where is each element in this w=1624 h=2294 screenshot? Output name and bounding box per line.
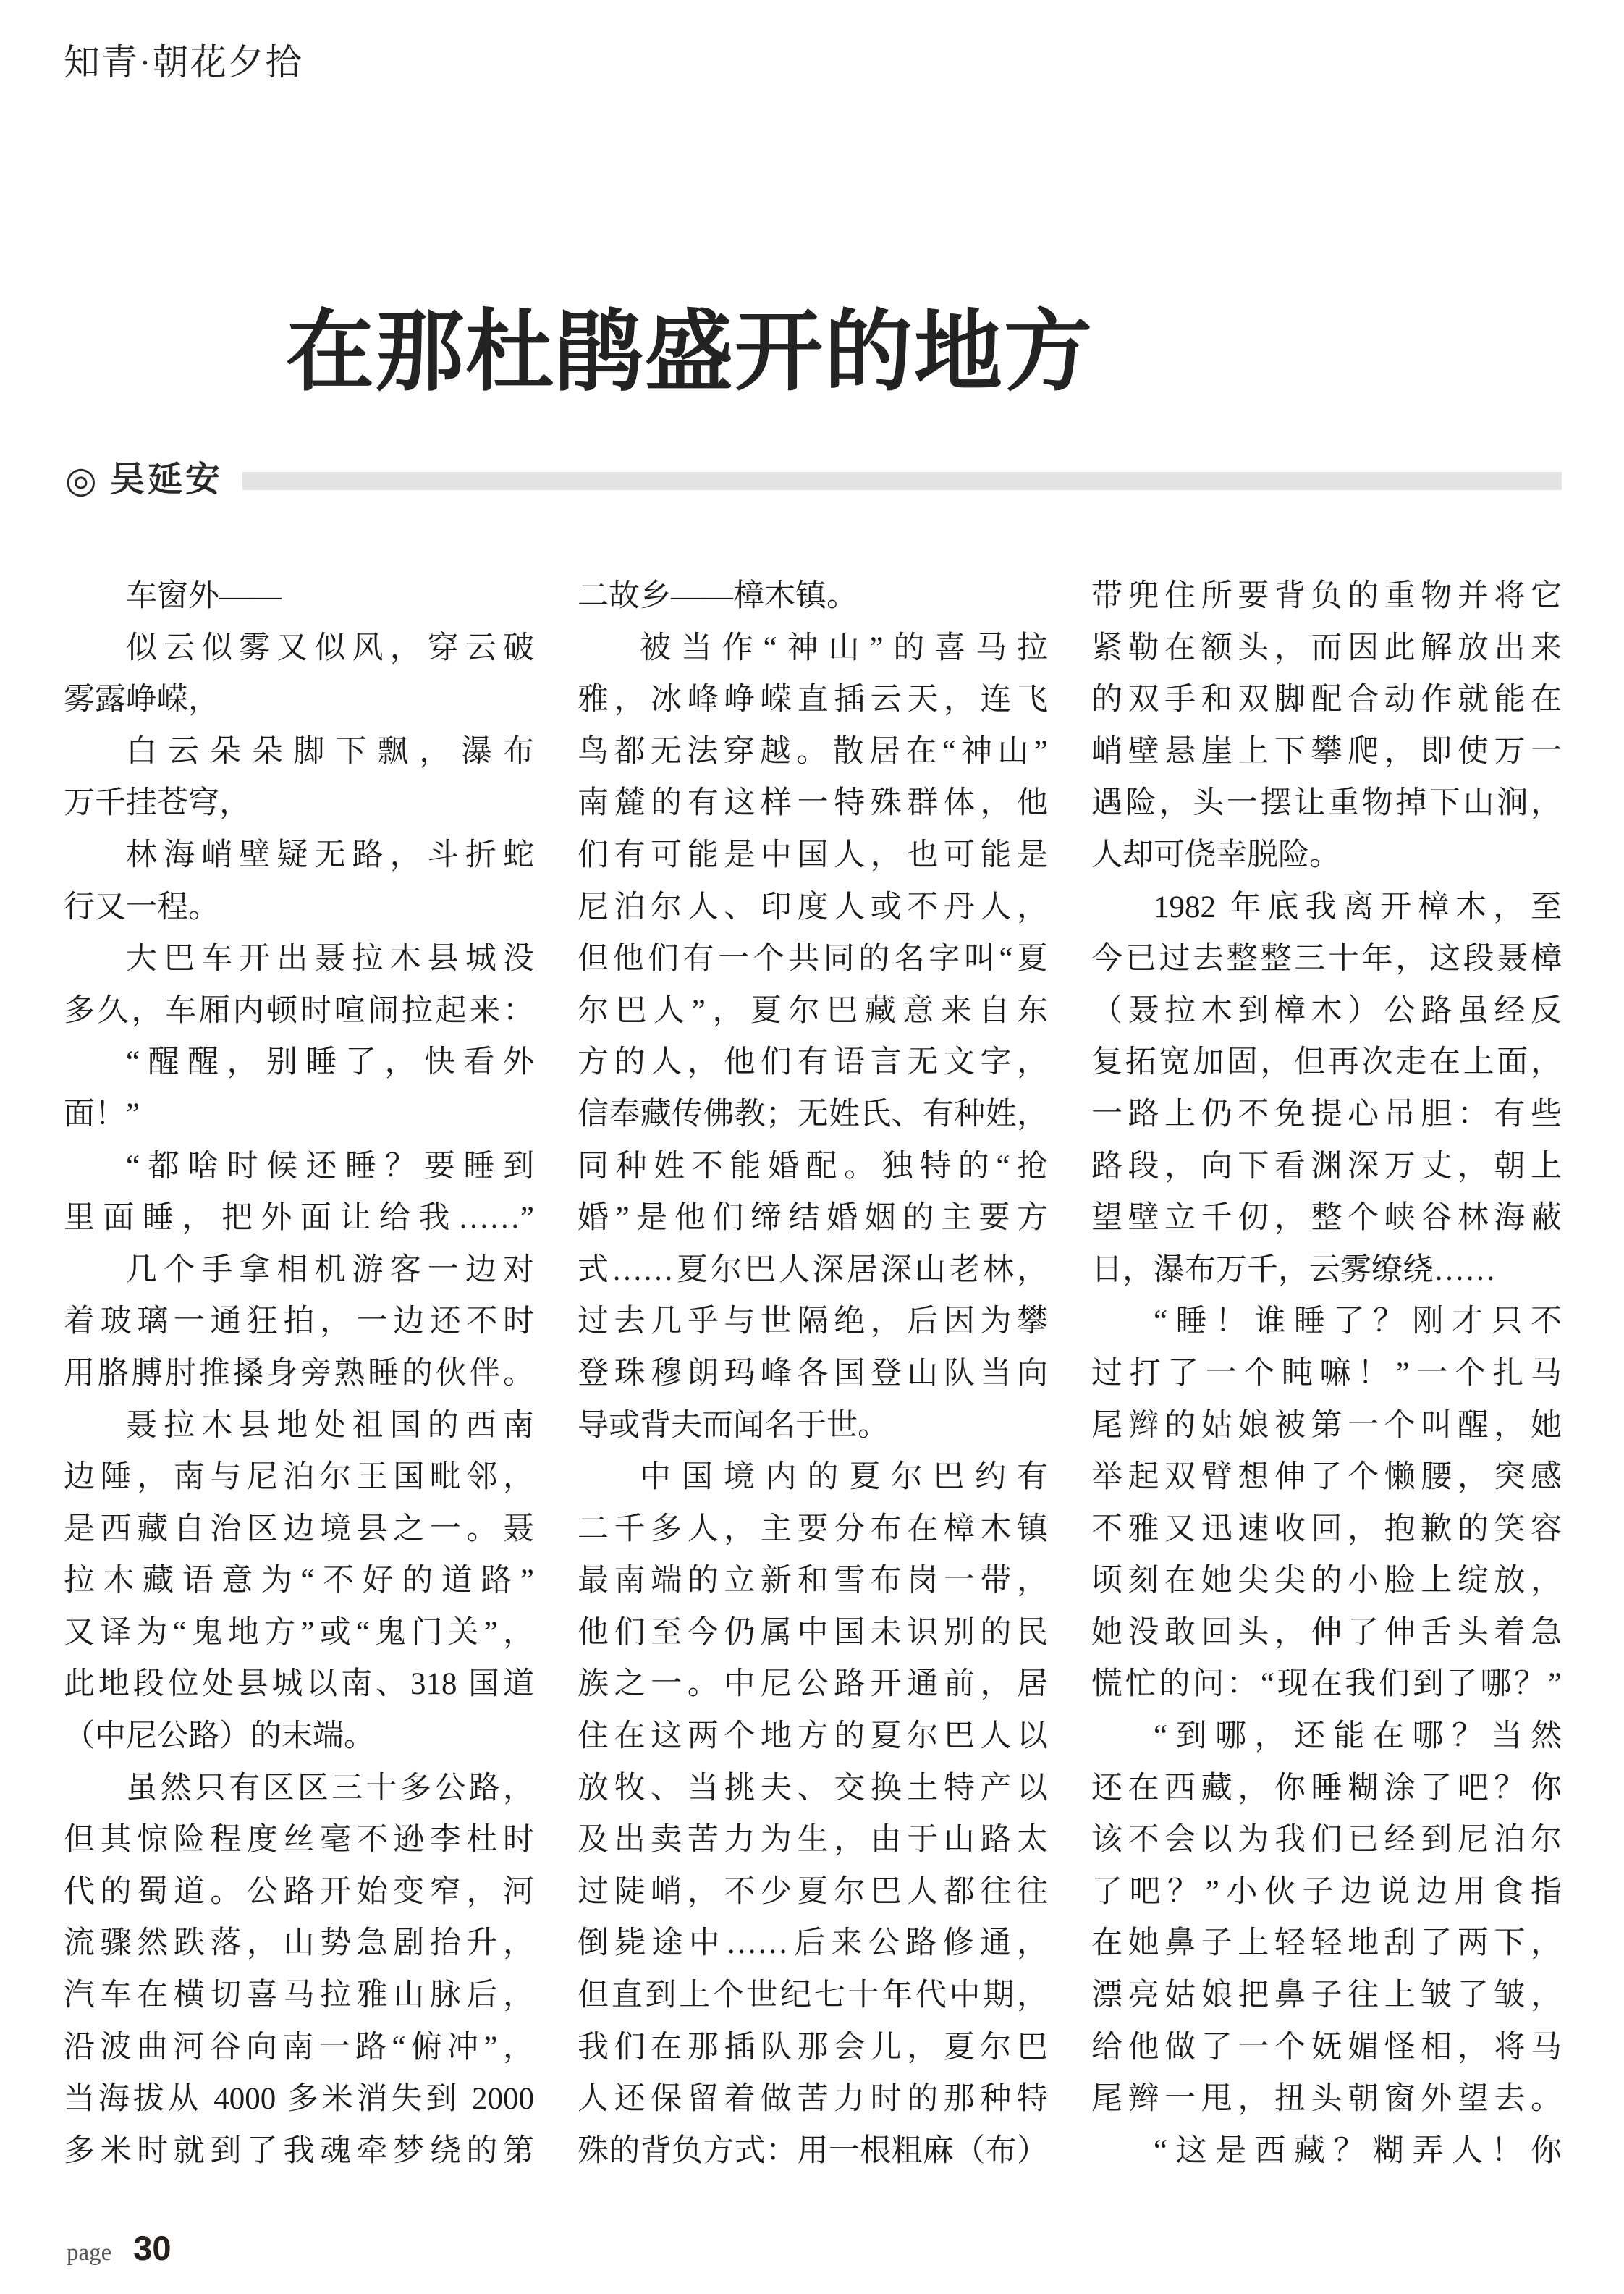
text-line: 边陲，南与尼泊尔王国毗邻， — [64, 1460, 534, 1495]
text-line: 倒毙途中……后来公路修通， — [578, 1926, 1048, 1961]
text-line: 但其惊险程度丝毫不逊李杜时 — [64, 1823, 534, 1857]
text-line: 日，瀑布万千，云雾缭绕…… — [1091, 1252, 1496, 1287]
text-line: 雾露峥嵘， — [64, 683, 219, 717]
text-line: 大巴车开出聂拉木县城没 — [126, 942, 534, 977]
text-line: 二千多人，主要分布在樟木镇 — [578, 1511, 1048, 1546]
text-line: 流骤然跌落，山势急剧抬升， — [64, 1926, 534, 1961]
text-line: 南麓的有这样一特殊群体，他 — [578, 786, 1048, 821]
text-line: 虽然只有区区三十多公路， — [126, 1771, 534, 1805]
text-line: 用胳膊肘推搡身旁熟睡的伙伴。 — [64, 1356, 534, 1391]
text-line: “醒醒，别睡了，快看外 — [126, 1045, 534, 1080]
author-bullet-icon: ◎ — [65, 460, 97, 500]
text-line: 一路上仍不免提心吊胆：有些 — [1091, 1097, 1562, 1131]
text-line: 面！” — [64, 1097, 140, 1131]
text-line: 尾辫一甩，扭头朝窗外望去。 — [1091, 2082, 1562, 2117]
text-line: 万千挂苍穹， — [64, 786, 250, 821]
text-line: 中国境内的夏尔巴约有 — [640, 1460, 1048, 1495]
author-name: 吴延安 — [110, 460, 224, 499]
text-line: 漂亮姑娘把鼻子往上皱了皱， — [1091, 1978, 1562, 2013]
text-line: 代的蜀道。公路开始变窄，河 — [64, 1874, 534, 1909]
text-line: 信奉藏传佛教；无姓氏、有种姓， — [578, 1097, 1048, 1131]
text-line: 举起双臂想伸了个懒腰，突感 — [1091, 1460, 1562, 1495]
author-divider-rule — [242, 472, 1562, 490]
text-line: 还在西藏，你睡糊涂了吧？你 — [1091, 1771, 1562, 1805]
text-line: 峭壁悬崖上下攀爬，即使万一 — [1091, 734, 1562, 769]
text-line: 聂拉木县地处祖国的西南 — [126, 1408, 534, 1443]
text-line: 我们在那插队那会儿，夏尔巴 — [578, 2030, 1048, 2065]
text-line: 尼泊尔人、印度人或不丹人， — [578, 890, 1048, 924]
footer-page-label: page — [67, 2240, 112, 2266]
text-line: （中尼公路）的末端。 — [64, 1719, 375, 1754]
text-line: 人却可侥幸脱险。 — [1091, 838, 1340, 872]
text-line: 沿波曲河谷向南一路“俯冲”， — [64, 2030, 534, 2065]
text-line: 登珠穆朗玛峰各国登山队当向 — [578, 1356, 1048, 1391]
text-line: 人还保留着做苦力时的那种特 — [578, 2082, 1048, 2117]
text-line: 林海峭壁疑无路，斗折蛇 — [126, 838, 534, 872]
text-column-center — [578, 570, 1048, 2177]
text-line: 又译为“鬼地方”或“鬼门关”， — [64, 1615, 534, 1650]
text-line: 鸟都无法穿越。散居在“神山” — [578, 734, 1048, 769]
text-line: 紧勒在额头，而因此解放出来 — [1091, 631, 1562, 665]
text-line: 过打了一个盹嘛！”一个扎马 — [1091, 1356, 1562, 1391]
text-line: 放牧、当挑夫、交换土特产以 — [578, 1771, 1048, 1805]
text-line: 了吧？”小伙子边说边用食指 — [1091, 1874, 1562, 1909]
text-line: 婚”是他们缔结婚姻的主要方 — [578, 1201, 1048, 1236]
text-line: 着玻璃一通狂拍，一边还不时 — [64, 1304, 534, 1339]
text-line: 里面睡，把外面让给我……” — [64, 1201, 534, 1236]
text-line: 今已过去整整三十年，这段聂樟 — [1091, 942, 1562, 977]
text-line: 式……夏尔巴人深居深山老林， — [578, 1252, 1048, 1287]
text-line: 几个手拿相机游客一边对 — [126, 1252, 534, 1287]
text-line: 的双手和双脚配合动作就能在 — [1091, 683, 1562, 717]
text-line: 导或背夫而闻名于世。 — [578, 1408, 889, 1443]
text-line: 在她鼻子上轻轻地刮了两下， — [1091, 1926, 1562, 1961]
text-line: 及出卖苦力为生，由于山路太 — [578, 1823, 1048, 1857]
text-line: 他们至今仍属中国未识别的民 — [578, 1615, 1048, 1650]
text-column-left — [64, 570, 534, 2177]
text-line: 该不会以为我们已经到尼泊尔 — [1091, 1823, 1562, 1857]
text-line: 路段，向下看渊深万丈，朝上 — [1091, 1149, 1562, 1184]
text-line: 雅，冰峰峥嵘直插云天，连飞 — [578, 683, 1048, 717]
text-line: 车窗外—— — [126, 579, 282, 613]
text-line: “这是西藏？糊弄人！你 — [1154, 2133, 1562, 2168]
text-line: 殊的背负方式：用一根粗麻（布） — [578, 2133, 1048, 2168]
text-line: 复拓宽加固，但再次走在上面， — [1091, 1045, 1562, 1080]
article-title: 在那杜鹃盛开的地方 — [286, 304, 1094, 402]
text-line: 行又一程。 — [64, 890, 219, 924]
text-line: 们有可能是中国人，也可能是 — [578, 838, 1048, 872]
text-line: 族之一。中尼公路开通前，居 — [578, 1667, 1048, 1702]
text-line: 遇险，头一摆让重物掉下山涧， — [1091, 786, 1562, 821]
text-line: 过去几乎与世隔绝，后因为攀 — [578, 1304, 1048, 1339]
text-line: 汽车在横切喜马拉雅山脉后， — [64, 1978, 534, 2013]
text-line: 尔巴人”，夏尔巴藏意来自东 — [578, 993, 1048, 1028]
text-line: 拉木藏语意为“不好的道路” — [64, 1564, 534, 1598]
text-line: （聂拉木到樟木）公路虽经反 — [1091, 993, 1562, 1028]
text-line: 不雅又迅速收回，抱歉的笑容 — [1091, 1511, 1562, 1546]
text-line: 带兜住所要背负的重物并将它 — [1091, 579, 1562, 613]
text-line: 慌忙的问：“现在我们到了哪？” — [1091, 1667, 1562, 1702]
text-line: 同种姓不能婚配。独特的“抢 — [578, 1149, 1048, 1184]
text-line: 过陡峭，不少夏尔巴人都往往 — [578, 1874, 1048, 1909]
text-line: “到哪，还能在哪？当然 — [1154, 1719, 1562, 1754]
text-line: 顷刻在她尖尖的小脸上绽放， — [1091, 1564, 1562, 1598]
text-line: 二故乡——樟木镇。 — [578, 579, 858, 613]
section-header: 知青·朝花夕拾 — [64, 42, 303, 83]
text-line: “睡！谁睡了？刚才只不 — [1154, 1304, 1562, 1339]
text-line: 白云朵朵脚下飘，瀑布 — [126, 734, 534, 769]
text-line: 多久，车厢内顿时喧闹拉起来： — [64, 993, 534, 1028]
footer-page-number: 30 — [133, 2229, 172, 2267]
text-line: 她没敢回头，伸了伸舌头着急 — [1091, 1615, 1562, 1650]
text-column-right — [1091, 570, 1562, 2177]
text-line: 当海拔从 4000 多米消失到 2000 — [64, 2082, 534, 2117]
text-line: 尾辫的姑娘被第一个叫醒，她 — [1091, 1408, 1562, 1443]
text-line: 最南端的立新和雪布岗一带， — [578, 1564, 1048, 1598]
text-line: 1982 年底我离开樟木，至 — [1154, 890, 1562, 924]
text-line: 此地段位处县城以南、318 国道 — [64, 1667, 534, 1702]
text-line: 给他做了一个妩媚怪相，将马 — [1091, 2030, 1562, 2065]
page-footer — [67, 2228, 172, 2268]
text-line: “都啥时候还睡？要睡到 — [126, 1149, 534, 1184]
text-line: 被当作“神山”的喜马拉 — [640, 631, 1048, 665]
text-line: 但他们有一个共同的名字叫“夏 — [578, 942, 1048, 977]
text-line: 但直到上个世纪七十年代中期， — [578, 1978, 1048, 2013]
text-line: 住在这两个地方的夏尔巴人以 — [578, 1719, 1048, 1754]
text-line: 方的人，他们有语言无文字， — [578, 1045, 1048, 1080]
text-line: 似云似雾又似风，穿云破 — [126, 631, 534, 665]
text-line: 是西藏自治区边境县之一。聂 — [64, 1511, 534, 1546]
text-line: 望壁立千仞，整个峡谷林海蔽 — [1091, 1201, 1562, 1236]
text-line: 多米时就到了我魂牵梦绕的第 — [64, 2133, 534, 2168]
